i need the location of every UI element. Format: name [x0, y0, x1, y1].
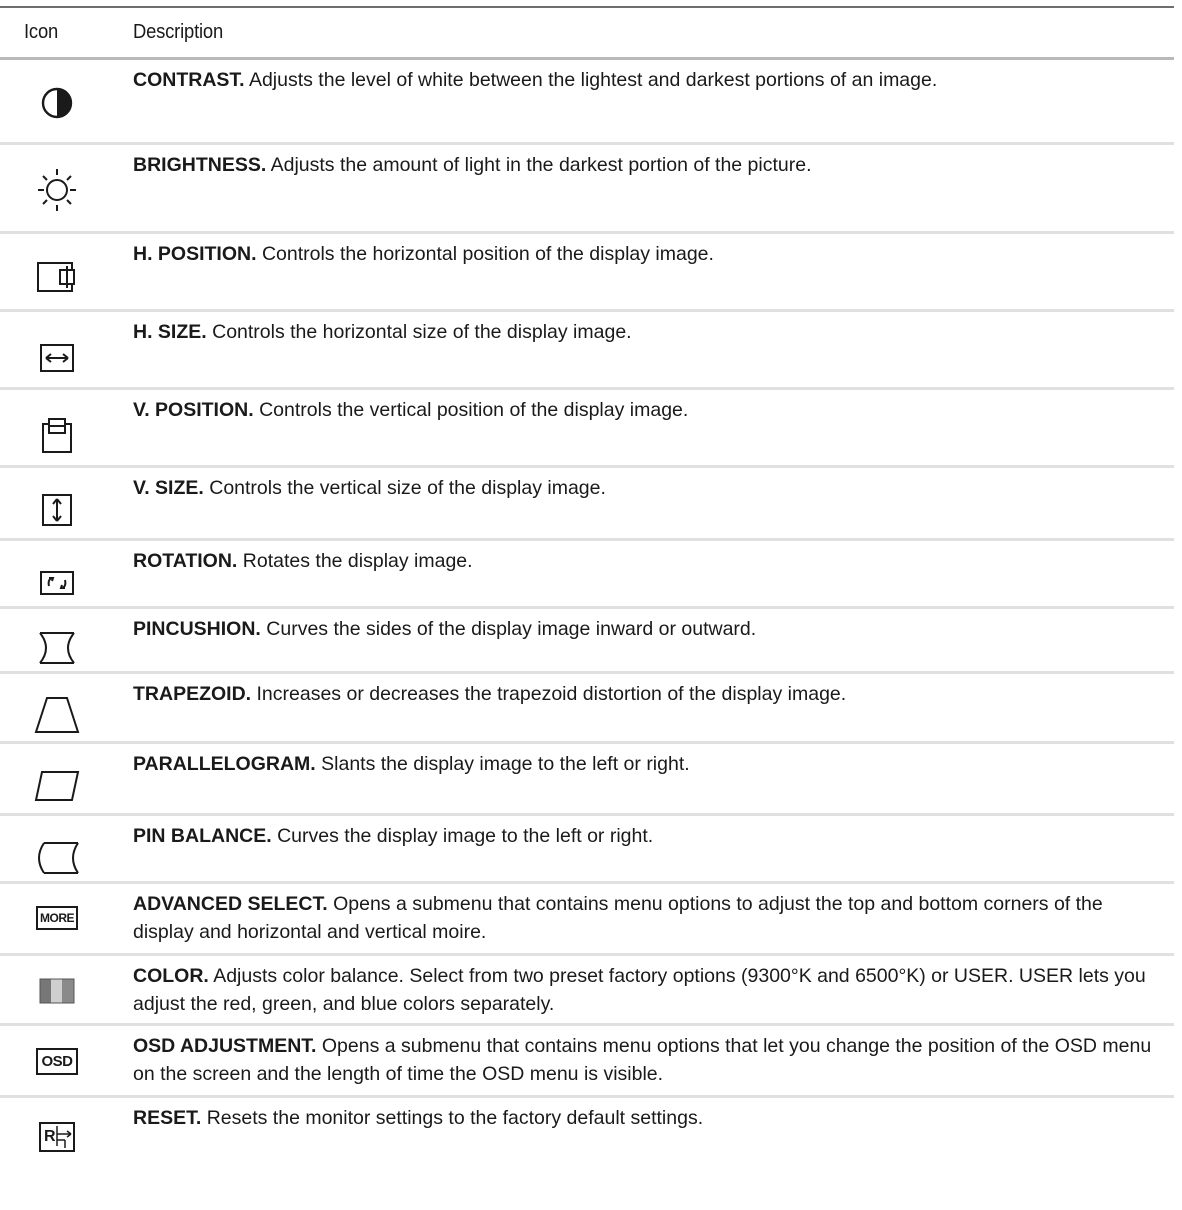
h-position-icon: [26, 260, 88, 294]
table-header: [0, 8, 1174, 60]
table-row: [0, 60, 1174, 145]
row-description: [133, 1104, 1162, 1132]
row-description: [133, 318, 1162, 346]
osd-icon-label: OSD: [36, 1048, 77, 1075]
reset-icon: [26, 1122, 88, 1152]
pincushion-icon: [26, 629, 88, 667]
row-title: RESET.: [133, 1107, 202, 1129]
row-description: [133, 750, 1162, 778]
more-icon: [26, 906, 88, 930]
row-description: [133, 66, 1162, 94]
row-text: Rotates the display image.: [242, 550, 473, 572]
row-text: Curves the sides of the display image inward or outward.: [266, 618, 757, 640]
row-text: Resets the monitor settings to the factory default settings.: [206, 1107, 704, 1129]
row-text: Controls the horizontal position of the display image.: [261, 243, 714, 265]
row-description: [133, 890, 1162, 946]
row-text: Curves the display image to the left or right.: [277, 825, 654, 847]
color-icon: [26, 976, 88, 1006]
row-text: Opens a submenu that contains menu options to adjust the top and bottom corners of the display and horizontal and vertical moire.: [133, 893, 1103, 943]
table-row: [0, 674, 1174, 744]
table-row: [0, 312, 1174, 390]
parallelogram-icon: [26, 768, 88, 804]
row-description: [133, 151, 1162, 179]
row-title: V. POSITION.: [133, 399, 254, 421]
row-description: [133, 240, 1162, 268]
v-position-icon: [26, 416, 88, 454]
table-row: [0, 956, 1174, 1026]
trapezoid-icon: [26, 694, 88, 736]
row-description: [133, 680, 1162, 708]
row-description: [133, 962, 1162, 1018]
contrast-icon: [26, 86, 88, 120]
row-description: [133, 547, 1162, 575]
table-row: [0, 468, 1174, 541]
more-icon-label: MORE: [36, 906, 78, 930]
osd-controls-table: [0, 6, 1174, 1166]
row-text: Adjusts the level of white between the lightest and darkest portions of an image.: [248, 69, 938, 91]
v-size-icon: [26, 492, 88, 528]
row-description: [133, 822, 1162, 850]
row-title: PARALLELOGRAM.: [133, 753, 316, 775]
table-row: [0, 816, 1174, 884]
table-row: [0, 234, 1174, 312]
table-row: [0, 1026, 1174, 1098]
row-text: Adjusts color balance. Select from two preset factory options (9300°K and 6500°K) or USER. USER lets you adjust the red, green, and blue colors separately.: [133, 965, 1146, 1015]
row-text: Slants the display image to the left or right.: [321, 753, 690, 775]
row-text: Controls the horizontal size of the display image.: [212, 321, 632, 343]
table-row: [0, 609, 1174, 674]
row-title: ADVANCED SELECT.: [133, 893, 328, 915]
reset-icon-label: R: [44, 1128, 56, 1145]
table-row: [0, 390, 1174, 468]
table-row: [0, 1098, 1174, 1166]
row-title: COLOR.: [133, 965, 209, 987]
row-description: [133, 474, 1162, 502]
table-row: [0, 145, 1174, 234]
row-description: [133, 615, 1162, 643]
osd-icon: [26, 1048, 88, 1075]
row-text: Increases or decreases the trapezoid distortion of the display image.: [256, 683, 847, 705]
pin-balance-icon: [26, 840, 88, 876]
row-title: H. POSITION.: [133, 243, 257, 265]
row-title: PIN BALANCE.: [133, 825, 272, 847]
table-row: [0, 884, 1174, 956]
brightness-icon: [26, 165, 88, 215]
row-title: PINCUSHION.: [133, 618, 261, 640]
h-size-icon: [26, 342, 88, 374]
row-title: ROTATION.: [133, 550, 238, 572]
rotation-icon: [26, 569, 88, 597]
table-row: [0, 744, 1174, 816]
row-text: Opens a submenu that contains menu options that let you change the position of the OSD menu on the screen and the length of time the OSD menu is visible.: [133, 1035, 1152, 1085]
header-description-column: Description: [133, 21, 224, 43]
table-row: [0, 541, 1174, 609]
row-title: OSD ADJUSTMENT.: [133, 1035, 317, 1057]
row-title: H. SIZE.: [133, 321, 207, 343]
row-title: BRIGHTNESS.: [133, 154, 267, 176]
row-text: Controls the vertical size of the display image.: [209, 477, 606, 499]
row-title: V. SIZE.: [133, 477, 204, 499]
row-title: CONTRAST.: [133, 69, 245, 91]
row-title: TRAPEZOID.: [133, 683, 252, 705]
row-description: [133, 396, 1162, 424]
row-description: [133, 1032, 1162, 1088]
header-icon-column: Icon: [24, 21, 59, 43]
row-text: Controls the vertical position of the display image.: [259, 399, 689, 421]
row-text: Adjusts the amount of light in the darkest portion of the picture.: [270, 154, 812, 176]
